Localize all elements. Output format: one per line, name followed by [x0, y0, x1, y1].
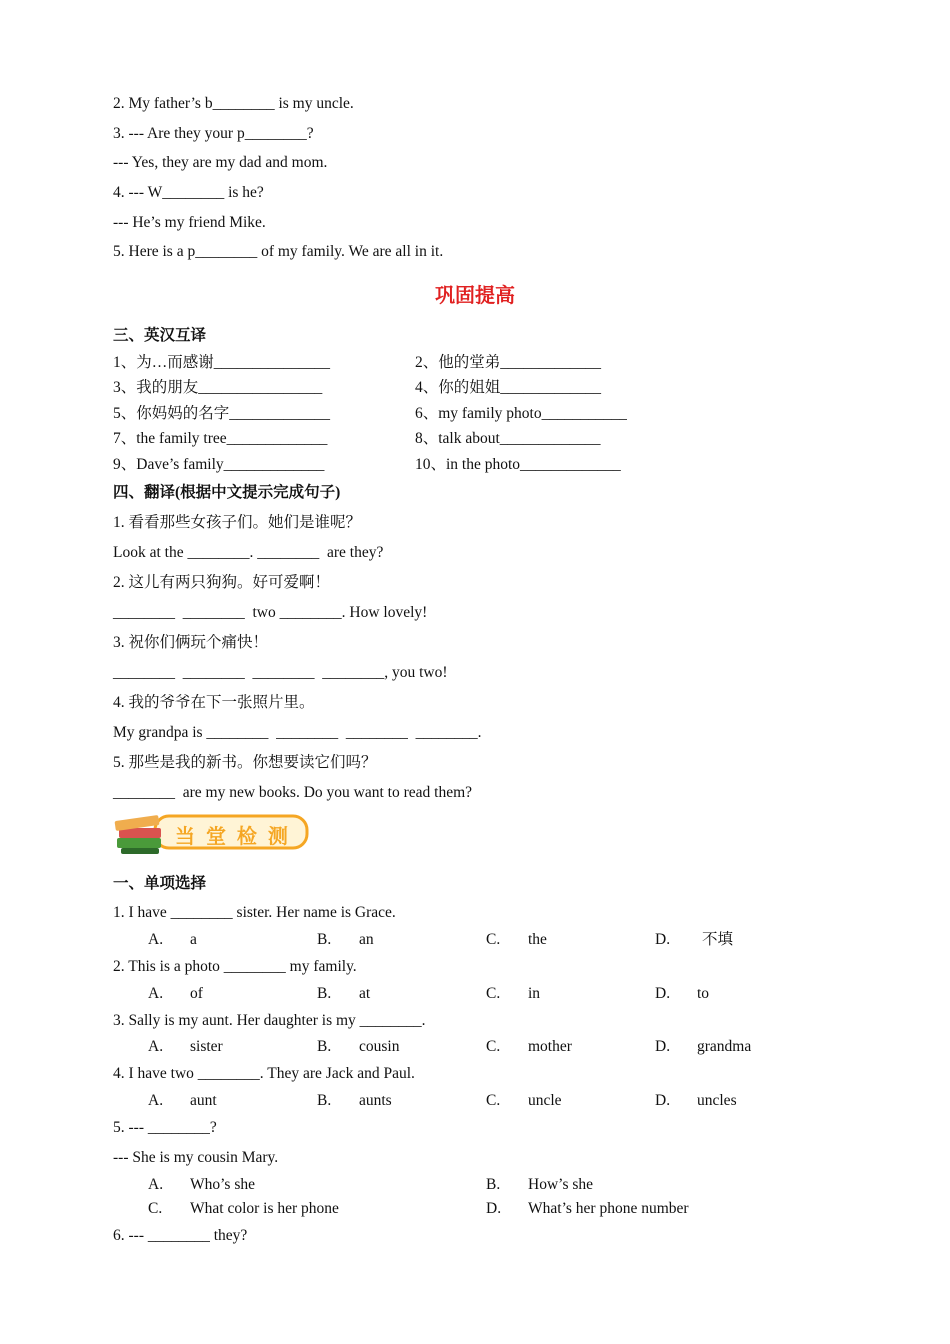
option-letter: C. — [486, 1038, 501, 1055]
translate-item: 9、Dave’s family_____________ — [113, 456, 325, 473]
option-letter: A. — [148, 1092, 164, 1109]
option-text: cousin — [359, 1038, 400, 1055]
question-2: 2. This is a photo ________ my family. — [113, 958, 357, 975]
translate-item: 3、我的朋友________________ — [113, 379, 323, 396]
question-5: 5. --- ________? — [113, 1119, 217, 1136]
sentence-prompt: 1. 看看那些女孩子们。她们是谁呢？ — [113, 514, 362, 531]
option-text: mother — [528, 1038, 572, 1055]
option-text: grandma — [697, 1038, 752, 1055]
question-6: 6. --- ________ they? — [113, 1227, 248, 1244]
option-text: uncle — [528, 1092, 562, 1109]
option-letter: D. — [655, 985, 671, 1002]
option-letter: B. — [317, 985, 332, 1002]
translate-item: 2、他的堂弟_____________ — [415, 354, 602, 371]
option-text: of — [190, 985, 203, 1002]
option-letter: A. — [148, 985, 164, 1002]
section-banner — [113, 808, 313, 860]
section-title: 巩固提高 — [435, 285, 515, 307]
translate-item: 10、in the photo_____________ — [415, 456, 621, 473]
option-letter: C. — [486, 985, 501, 1002]
part4-heading: 四、翻译(根据中文提示完成句子) — [113, 484, 341, 501]
question-4: 4. I have two ________. They are Jack and Paul. — [113, 1065, 415, 1082]
option-letter: A. — [148, 1176, 164, 1193]
option-text: aunts — [359, 1092, 392, 1109]
question-1: 1. I have ________ sister. Her name is Grace. — [113, 904, 396, 921]
part3-heading: 三、英汉互译 — [113, 327, 207, 344]
option-letter: D. — [486, 1200, 502, 1217]
banner-text: 当 堂 检 测 — [175, 824, 290, 848]
question-3: 3. Sally is my aunt. Her daughter is my ________. — [113, 1012, 426, 1029]
translate-item: 1、为…而感谢_______________ — [113, 354, 331, 371]
option-letter: A. — [148, 931, 164, 948]
sentence-blank: Look at the ________. ________ are they? — [113, 544, 384, 561]
fill-in-line-2: 2. My father’s b________ is my uncle. — [113, 95, 354, 112]
sentence-prompt: 4. 我的爷爷在下一张照片里。 — [113, 694, 315, 711]
sentence-blank: ________ are my new books. Do you want to read them? — [113, 784, 473, 801]
translate-item: 8、talk about_____________ — [415, 430, 601, 447]
sentence-blank: ________ ________ two ________. How lovely! — [113, 604, 428, 621]
option-text: the — [528, 931, 547, 948]
question-5-answer: --- She is my cousin Mary. — [113, 1149, 279, 1166]
fill-in-answer-3: --- Yes, they are my dad and mom. — [113, 154, 328, 171]
sentence-prompt: 5. 那些是我的新书。你想要读它们吗？ — [113, 754, 377, 771]
option-letter: D. — [655, 1038, 671, 1055]
option-text: to — [697, 985, 710, 1002]
option-letter: C. — [148, 1200, 163, 1217]
fill-in-answer-4: --- He’s my friend Mike. — [113, 214, 266, 231]
option-text: What color is her phone — [190, 1200, 339, 1217]
option-letter: B. — [317, 1092, 332, 1109]
fill-in-line-4: 4. --- W________ is he? — [113, 184, 264, 201]
option-text: aunt — [190, 1092, 217, 1109]
option-text: an — [359, 931, 374, 948]
option-text: 不填 — [702, 931, 734, 948]
translate-item: 7、the family tree_____________ — [113, 430, 328, 447]
sentence-blank: ________ ________ ________ ________, you two! — [113, 664, 448, 681]
option-text: sister — [190, 1038, 223, 1055]
option-letter: C. — [486, 931, 501, 948]
option-letter: B. — [317, 931, 332, 948]
translate-item: 4、你的姐姐_____________ — [415, 379, 602, 396]
sentence-prompt: 3. 祝你们俩玩个痛快！ — [113, 634, 269, 651]
option-text: in — [528, 985, 541, 1002]
sentence-blank: My grandpa is ________ ________ ________ ________. — [113, 724, 482, 741]
fill-in-line-5: 5. Here is a p________ of my family. We are all in it. — [113, 243, 444, 260]
option-text: uncles — [697, 1092, 737, 1109]
option-text: a — [190, 931, 197, 948]
option-letter: D. — [655, 931, 671, 948]
option-text: What’s her phone number — [528, 1200, 689, 1217]
option-letter: C. — [486, 1092, 501, 1109]
sentence-prompt: 2. 这儿有两只狗狗。好可爱啊！ — [113, 574, 331, 591]
option-letter: B. — [486, 1176, 501, 1193]
option-text: Who’s she — [190, 1176, 256, 1193]
option-text: How’s she — [528, 1176, 594, 1193]
translate-item: 5、你妈妈的名字_____________ — [113, 405, 331, 422]
option-letter: B. — [317, 1038, 332, 1055]
option-letter: D. — [655, 1092, 671, 1109]
fill-in-line-3: 3. --- Are they your p________? — [113, 125, 314, 142]
option-text: at — [359, 985, 371, 1002]
part1-heading: 一、单项选择 — [113, 875, 207, 892]
translate-item: 6、my family photo___________ — [415, 405, 627, 422]
option-letter: A. — [148, 1038, 164, 1055]
